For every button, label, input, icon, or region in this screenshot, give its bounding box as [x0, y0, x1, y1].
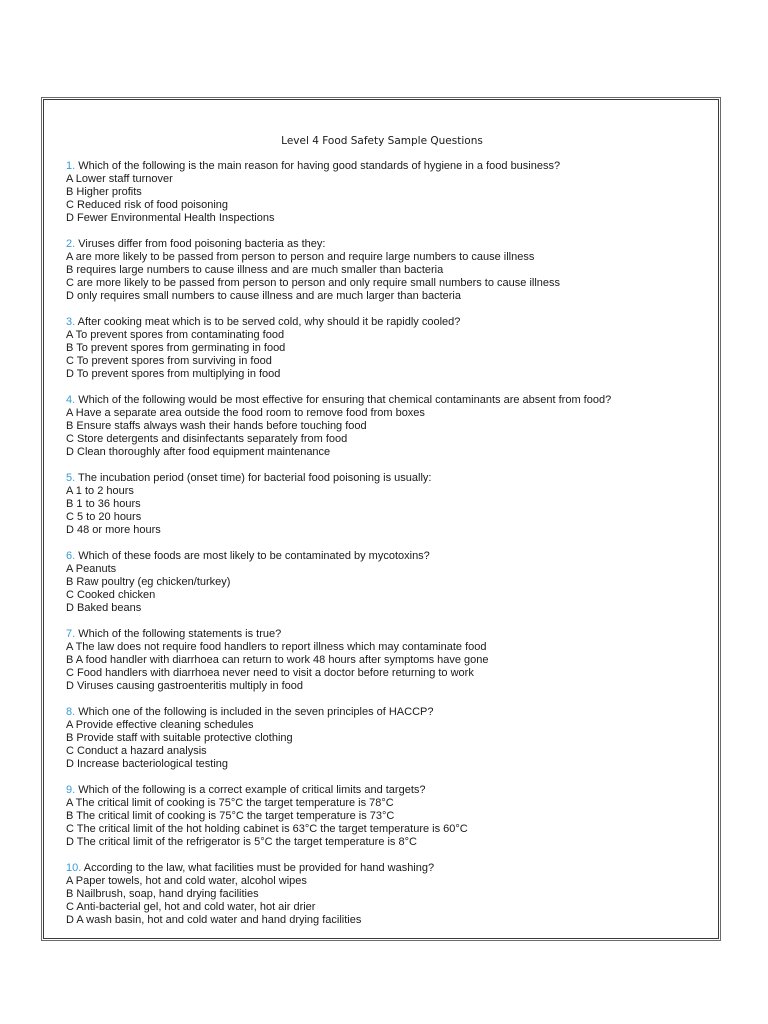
- question-8: [66, 706, 686, 771]
- answer-option-d: D The critical limit of the refrigerator is 5°C the target temperature is 8°C: [66, 836, 417, 848]
- answer-option-a: A Peanuts: [66, 563, 117, 575]
- answer-option-c: C Reduced risk of food poisoning: [66, 199, 229, 211]
- question-number: 3.: [66, 316, 76, 328]
- answer-option-c: C 5 to 20 hours: [66, 511, 142, 523]
- answer-option-a: A Provide effective cleaning schedules: [66, 719, 254, 731]
- question-text: [66, 628, 686, 641]
- answer-option-a: A The law does not require food handlers to report illness which may contaminate food: [66, 641, 487, 653]
- question-number: 2.: [66, 238, 76, 250]
- document-title: Level 4 Food Safety Sample Questions: [281, 135, 483, 147]
- question-2: [66, 238, 686, 303]
- question-number: 5.: [66, 472, 76, 484]
- answer-option-b: B Raw poultry (eg chicken/turkey): [66, 576, 231, 588]
- question-prompt: Which of these foods are most likely to be contaminated by mycotoxins?: [75, 550, 430, 562]
- answer-option-d: D Baked beans: [66, 602, 142, 614]
- question-10: [66, 862, 686, 927]
- answer-option-b: B Higher profits: [66, 186, 142, 198]
- answer-option-c: C Food handlers with diarrhoea never need to visit a doctor before returning to work: [66, 667, 474, 679]
- question-number: 8.: [66, 706, 76, 718]
- answer-option-a: A 1 to 2 hours: [66, 485, 134, 497]
- question-prompt: Which of the following statements is true?: [75, 628, 282, 640]
- answer-option-a: A are more likely to be passed from person to person and require large numbers to cause illness: [66, 251, 535, 263]
- question-list: [66, 160, 686, 927]
- question-prompt: The incubation period (onset time) for bacterial food poisoning is usually:: [75, 472, 432, 484]
- answer-option-a: A Have a separate area outside the food room to remove food from boxes: [66, 407, 425, 419]
- document-body: [66, 134, 686, 940]
- question-prompt: Which of the following is the main reason for having good standards of hygiene in a food business?: [75, 160, 561, 172]
- question-1: [66, 160, 686, 225]
- answer-option-b: B Nailbrush, soap, hand drying facilities: [66, 888, 259, 900]
- question-text: [66, 472, 686, 485]
- question-text: [66, 316, 686, 329]
- question-prompt: Viruses differ from food poisoning bacteria as they:: [75, 238, 326, 250]
- question-text: [66, 550, 686, 563]
- question-prompt: Which of the following would be most effective for ensuring that chemical contaminants are absent from food?: [75, 394, 612, 406]
- answer-option-d: D A wash basin, hot and cold water and hand drying facilities: [66, 914, 362, 926]
- answer-option-b: B Ensure staffs always wash their hands before touching food: [66, 420, 367, 432]
- answer-option-c: C Store detergents and disinfectants separately from food: [66, 433, 348, 445]
- question-prompt: Which of the following is a correct example of critical limits and targets?: [75, 784, 426, 796]
- question-text: [66, 160, 686, 173]
- question-4: [66, 394, 686, 459]
- answer-option-d: D Clean thoroughly after food equipment maintenance: [66, 446, 331, 458]
- answer-option-a: A Paper towels, hot and cold water, alcohol wipes: [66, 875, 307, 887]
- answer-option-c: C Cooked chicken: [66, 589, 156, 601]
- question-3: [66, 316, 686, 381]
- answer-option-b: B 1 to 36 hours: [66, 498, 141, 510]
- question-text: [66, 706, 686, 719]
- question-number: 9.: [66, 784, 76, 796]
- answer-option-d: D Increase bacteriological testing: [66, 758, 229, 770]
- answer-option-c: C To prevent spores from surviving in food: [66, 355, 272, 367]
- answer-option-a: A To prevent spores from contaminating food: [66, 329, 285, 341]
- question-prompt: Which one of the following is included in the seven principles of HACCP?: [75, 706, 434, 718]
- answer-option-c: C Conduct a hazard analysis: [66, 745, 207, 757]
- question-6: [66, 550, 686, 615]
- question-text: [66, 238, 686, 251]
- answer-option-d: D Viruses causing gastroenteritis multiply in food: [66, 680, 304, 692]
- answer-option-d: D only requires small numbers to cause illness and are much larger than bacteria: [66, 290, 461, 302]
- question-prompt: After cooking meat which is to be served cold, why should it be rapidly cooled?: [75, 316, 461, 328]
- question-number: 6.: [66, 550, 76, 562]
- answer-option-b: B Provide staff with suitable protective clothing: [66, 732, 293, 744]
- answer-option-d: D 48 or more hours: [66, 524, 161, 536]
- answer-option-c: C Anti-bacterial gel, hot and cold water, hot air drier: [66, 901, 316, 913]
- question-number: 4.: [66, 394, 76, 406]
- question-number: 7.: [66, 628, 76, 640]
- answer-option-c: C are more likely to be passed from person to person and only require small numbers to cause illness: [66, 277, 561, 289]
- answer-option-d: D To prevent spores from multiplying in food: [66, 368, 281, 380]
- question-text: [66, 394, 686, 407]
- answer-option-a: A Lower staff turnover: [66, 173, 173, 185]
- question-number: 1.: [66, 160, 76, 172]
- question-7: [66, 628, 686, 693]
- answer-option-a: A The critical limit of cooking is 75°C the target temperature is 78°C: [66, 797, 394, 809]
- answer-option-d: D Fewer Environmental Health Inspections: [66, 212, 275, 224]
- question-5: [66, 472, 686, 537]
- question-number: 10.: [66, 862, 82, 874]
- answer-option-b: B To prevent spores from germinating in food: [66, 342, 286, 354]
- question-prompt: According to the law, what facilities must be provided for hand washing?: [81, 862, 435, 874]
- question-text: [66, 862, 686, 875]
- answer-option-b: B requires large numbers to cause illness and are much smaller than bacteria: [66, 264, 444, 276]
- answer-option-b: B A food handler with diarrhoea can return to work 48 hours after symptoms have gone: [66, 654, 489, 666]
- question-9: [66, 784, 686, 849]
- answer-option-c: C The critical limit of the hot holding cabinet is 63°C the target temperature is 60°C: [66, 823, 468, 835]
- question-text: [66, 784, 686, 797]
- answer-option-b: B The critical limit of cooking is 75°C the target temperature is 73°C: [66, 810, 395, 822]
